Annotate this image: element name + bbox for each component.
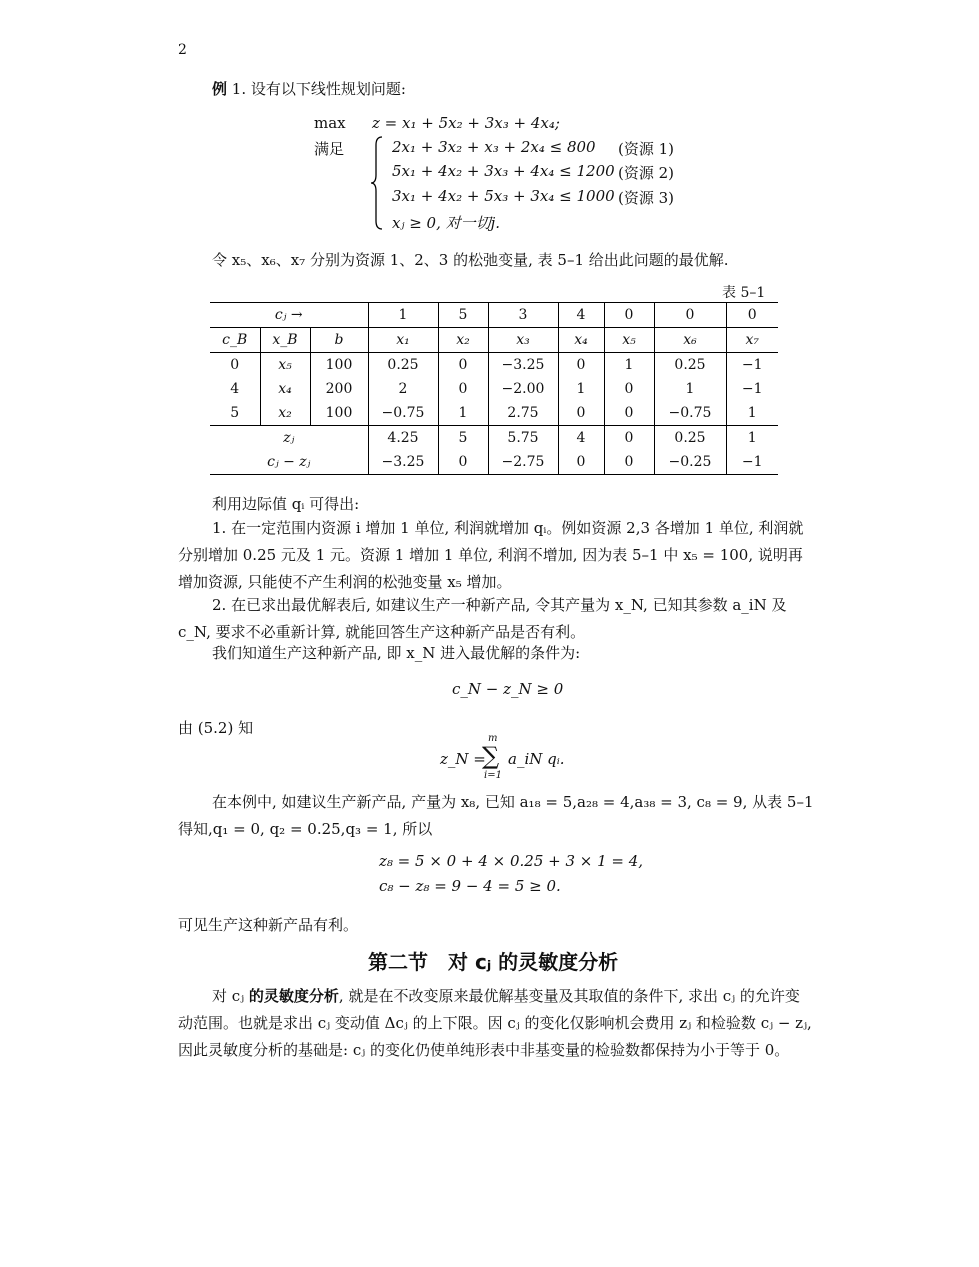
table-cell: −2.75 <box>488 450 558 475</box>
table-cell: 0 <box>438 377 488 401</box>
table-row <box>210 401 778 426</box>
table-caption: 表 5–1 <box>722 285 766 301</box>
table-cell: −1 <box>726 377 778 401</box>
header-row <box>210 328 778 353</box>
table-cell: 0 <box>210 353 260 378</box>
max-keyword: max <box>314 114 346 132</box>
example-intro-text: 1. 设有以下线性规划问题: <box>227 80 406 98</box>
constraint-1-note: (资源 1) <box>618 140 675 158</box>
table-cell: 1 <box>438 401 488 426</box>
table-cell: 1 <box>368 303 438 328</box>
paragraph-from-eq: 由 (5.2) 知 <box>178 719 254 737</box>
table-cell: 5 <box>438 426 488 451</box>
table-cell: 0 <box>558 401 604 426</box>
column-header: c_B <box>210 328 260 353</box>
paragraph-conclusion: 可见生产这种新产品有利。 <box>178 916 359 934</box>
table-cell: 0.25 <box>654 426 726 451</box>
column-header: x_B <box>260 328 310 353</box>
section-heading: 第二节 对 cⱼ 的灵敏度分析 <box>368 950 619 974</box>
table-cell: 100 <box>310 401 368 426</box>
column-header: x₁ <box>368 328 438 353</box>
column-header: x₃ <box>488 328 558 353</box>
page-number: 2 <box>178 42 187 58</box>
sensitivity-term: 的灵敏度分析 <box>248 987 339 1005</box>
table-cell: 1 <box>558 377 604 401</box>
column-header: b <box>310 328 368 353</box>
cj-minus-zj-row <box>210 450 778 475</box>
table-cell: 4.25 <box>368 426 438 451</box>
cj-row <box>210 303 778 328</box>
sum-upper-limit: m <box>488 733 498 744</box>
table-cell: 1 <box>604 353 654 378</box>
table-cell: −0.75 <box>368 401 438 426</box>
paragraph-marginal-value: 利用边际值 qᵢ 可得出: <box>212 495 360 513</box>
paragraph-example: 在本例中, 如建议生产新产品, 产量为 x₈, 已知 a₁₈ = 5,a₂₈ = 4,a₃₈ = 3, c₈ = 9, 从表 5–1 得知,q₁ = 0, q₂ = 0.25,q₃ = 1, 所以 <box>178 793 814 838</box>
table-cell: 0 <box>604 303 654 328</box>
table-cell: −2.00 <box>488 377 558 401</box>
equation-z8: z₈ = 5 × 0 + 4 × 0.25 + 3 × 1 = 4, <box>379 852 644 870</box>
paragraph-sensitivity <box>178 983 814 1064</box>
column-header: x₇ <box>726 328 778 353</box>
table-cell: 3 <box>488 303 558 328</box>
table-cell: 0 <box>438 450 488 475</box>
sensitivity-lead: 对 cⱼ <box>212 987 249 1005</box>
table-cell: 2.75 <box>488 401 558 426</box>
column-header: x₆ <box>654 328 726 353</box>
constraint-2-note: (资源 2) <box>618 164 675 182</box>
table-cell: x₅ <box>260 353 310 378</box>
table-cell: 1 <box>726 401 778 426</box>
table-cell: 4 <box>230 381 240 397</box>
constraint-brace <box>370 135 384 231</box>
table-cell: −3.25 <box>368 450 438 475</box>
table-cell: 0 <box>604 450 654 475</box>
objective-function: z = x₁ + 5x₂ + 3x₃ + 4x₄; <box>372 114 560 132</box>
table-cell: 0 <box>604 401 654 426</box>
table-cell: 0.25 <box>368 353 438 378</box>
zj-row <box>210 426 778 451</box>
example-intro <box>212 78 406 99</box>
table-cell: 1 <box>654 377 726 401</box>
paragraph-entry-condition: 我们知道生产这种新产品, 即 x_N 进入最优解的条件为: <box>212 644 581 662</box>
sensitivity-text: , 就是在不改变原来最优解基变量及其取值的条件下, 求出 cⱼ 的允许变动范围。也就是求出 cⱼ 变动值 Δcⱼ 的上下限。因 cⱼ 的变化仅影响机会费用 zⱼ 和检验数 cⱼ − zⱼ, 因此灵敏度分析的基础是: cⱼ 的变化仍使单纯形表中非基变量的检验数都保持为小于等于 0。 <box>178 987 812 1059</box>
table-cell: 0 <box>558 353 604 378</box>
table-cell: 200 <box>310 377 368 401</box>
table-cell: 5 <box>230 405 240 421</box>
simplex-table <box>210 302 778 475</box>
table-cell: 0 <box>604 377 654 401</box>
cj-label: cⱼ → <box>210 303 368 328</box>
constraint-2: 5x₁ + 4x₂ + 3x₃ + 4x₄ ≤ 1200 <box>392 162 615 180</box>
sum-lower-limit: i=1 <box>484 770 502 781</box>
equation-entry-condition: c_N − z_N ≥ 0 <box>452 680 564 698</box>
table-cell: −3.25 <box>488 353 558 378</box>
constraint-1: 2x₁ + 3x₂ + x₃ + 2x₄ ≤ 800 <box>392 138 596 156</box>
column-header: x₂ <box>438 328 488 353</box>
table-row <box>210 377 778 401</box>
equation-c8-minus-z8: c₈ − z₈ = 9 − 4 = 5 ≥ 0. <box>379 877 561 895</box>
table-cell: 0 <box>654 303 726 328</box>
table-cell: 0.25 <box>654 353 726 378</box>
table-cell: 0 <box>604 426 654 451</box>
table-cell: −1 <box>726 353 778 378</box>
paragraph-point-2: 2. 在已求出最优解表后, 如建议生产一种新产品, 令其产量为 x_N, 已知其参数 a_iN 及 c_N, 要求不必重新计算, 就能回答生产这种新产品是否有利。 <box>178 596 787 641</box>
table-row <box>210 353 778 378</box>
table-cell: −0.75 <box>654 401 726 426</box>
table-cell: 100 <box>310 353 368 378</box>
table-cell: x₂ <box>260 401 310 426</box>
table-cell: 0 <box>726 303 778 328</box>
table-cell: 5 <box>438 303 488 328</box>
constraint-3: 3x₁ + 4x₂ + 5x₃ + 3x₄ ≤ 1000 <box>392 187 615 205</box>
table-cell: 0 <box>438 353 488 378</box>
sum-sign: ∑ <box>482 742 500 770</box>
equation-zn-rhs: a_iN qᵢ. <box>508 750 565 768</box>
example-label: 例 <box>212 80 228 98</box>
table-cell: 5.75 <box>488 426 558 451</box>
subject-to-keyword: 满足 <box>314 140 345 158</box>
table-cell: 4 <box>558 426 604 451</box>
constraint-3-note: (资源 3) <box>618 189 675 207</box>
cj-minus-zj-label: cⱼ − zⱼ <box>210 450 368 475</box>
zj-label: zⱼ <box>210 426 368 451</box>
equation-zn-lhs: z_N = <box>440 750 486 768</box>
table-cell: 1 <box>726 426 778 451</box>
slack-sentence: 令 x₅、x₆、x₇ 分别为资源 1、2、3 的松弛变量, 表 5–1 给出此问题的最优解. <box>212 251 729 269</box>
column-header: x₅ <box>604 328 654 353</box>
column-header: x₄ <box>558 328 604 353</box>
table-cell: 4 <box>558 303 604 328</box>
table-cell: −1 <box>726 450 778 475</box>
table-cell: 2 <box>368 377 438 401</box>
paragraph-point-1: 1. 在一定范围内资源 i 增加 1 单位, 利润就增加 qᵢ。例如资源 2,3 各增加 1 单位, 利润就分别增加 0.25 元及 1 元。资源 1 增加 1 单位, 利润不增加, 因为表 5–1 中 x₅ = 100, 说明再增加资源, 只能使不产生利润的松弛变量 x₅ 增加。 <box>178 519 804 591</box>
table-cell: x₄ <box>260 377 310 401</box>
table-cell: −0.25 <box>654 450 726 475</box>
table-cell: 0 <box>558 450 604 475</box>
constraint-4: xⱼ ≥ 0, 对一切j. <box>392 214 501 232</box>
